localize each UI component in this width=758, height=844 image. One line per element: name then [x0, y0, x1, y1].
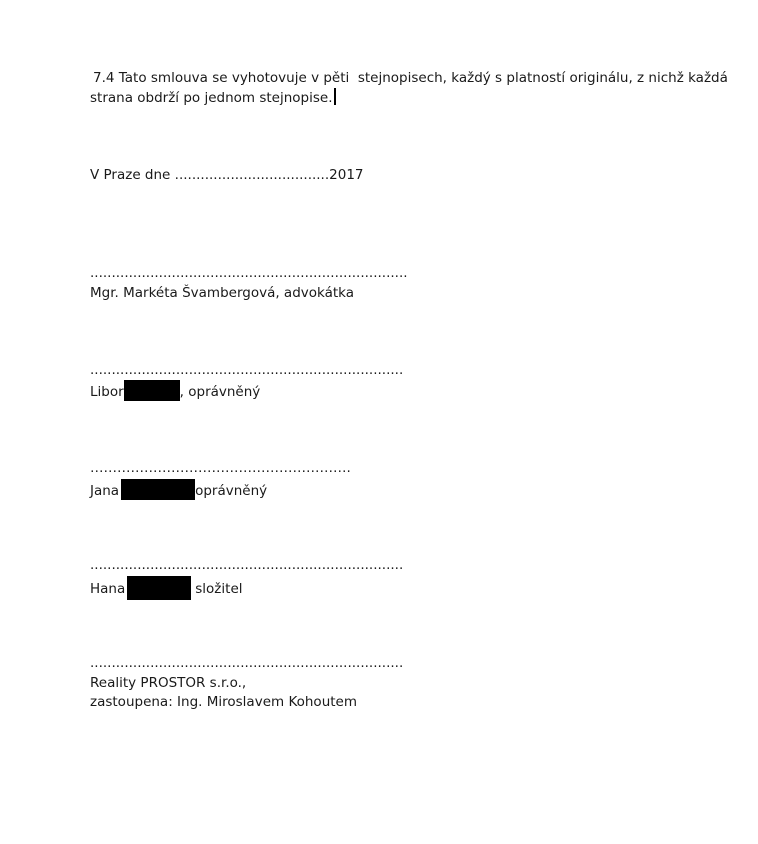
clause-line-2-text: strana obdrží po jednom stejnopise. [90, 90, 333, 106]
signatory-role-4: složitel [195, 581, 243, 597]
signatory-first-name-3: Jana [90, 483, 120, 499]
clause-line-2 [90, 88, 700, 108]
signature-line-5: ......................................................................... [90, 655, 404, 671]
clause-line-1: 7.4 Tato smlouva se vyhotovuje v pěti stejnopisech, každý s platností originálu, z nichž každá [93, 70, 728, 86]
text-cursor[interactable] [334, 88, 336, 105]
signature-line-4: ......................................................................... [90, 557, 404, 573]
redaction-block-2 [124, 380, 180, 401]
signature-line-2: ......................................................................... [90, 362, 404, 378]
signatory-first-name-2: Libor [90, 384, 124, 400]
signature-line-3: …………………………………………………. [90, 460, 351, 476]
signatory-representative-5: zastoupena: Ing. Miroslavem Kohoutem [90, 694, 358, 710]
signatory-first-name-4: Hana [90, 581, 126, 597]
signatory-name-5: Reality PROSTOR s.r.o., [90, 675, 247, 691]
signatory-name-1: Mgr. Markéta Švambergová, advokátka [90, 285, 355, 301]
signatory-name-2 [90, 380, 260, 401]
signature-line-1: .......................................................................... [90, 265, 408, 281]
signatory-role-3: oprávněný [195, 483, 268, 499]
signatory-name-3 [90, 479, 267, 500]
clause-7-4 [90, 68, 728, 108]
redaction-block-4 [127, 576, 191, 600]
place-date-line: V Praze dne ....................................2017 [90, 167, 364, 183]
signatory-role-2: , oprávněný [179, 384, 261, 400]
signatory-name-4 [90, 576, 243, 600]
redaction-block-3 [121, 479, 195, 500]
